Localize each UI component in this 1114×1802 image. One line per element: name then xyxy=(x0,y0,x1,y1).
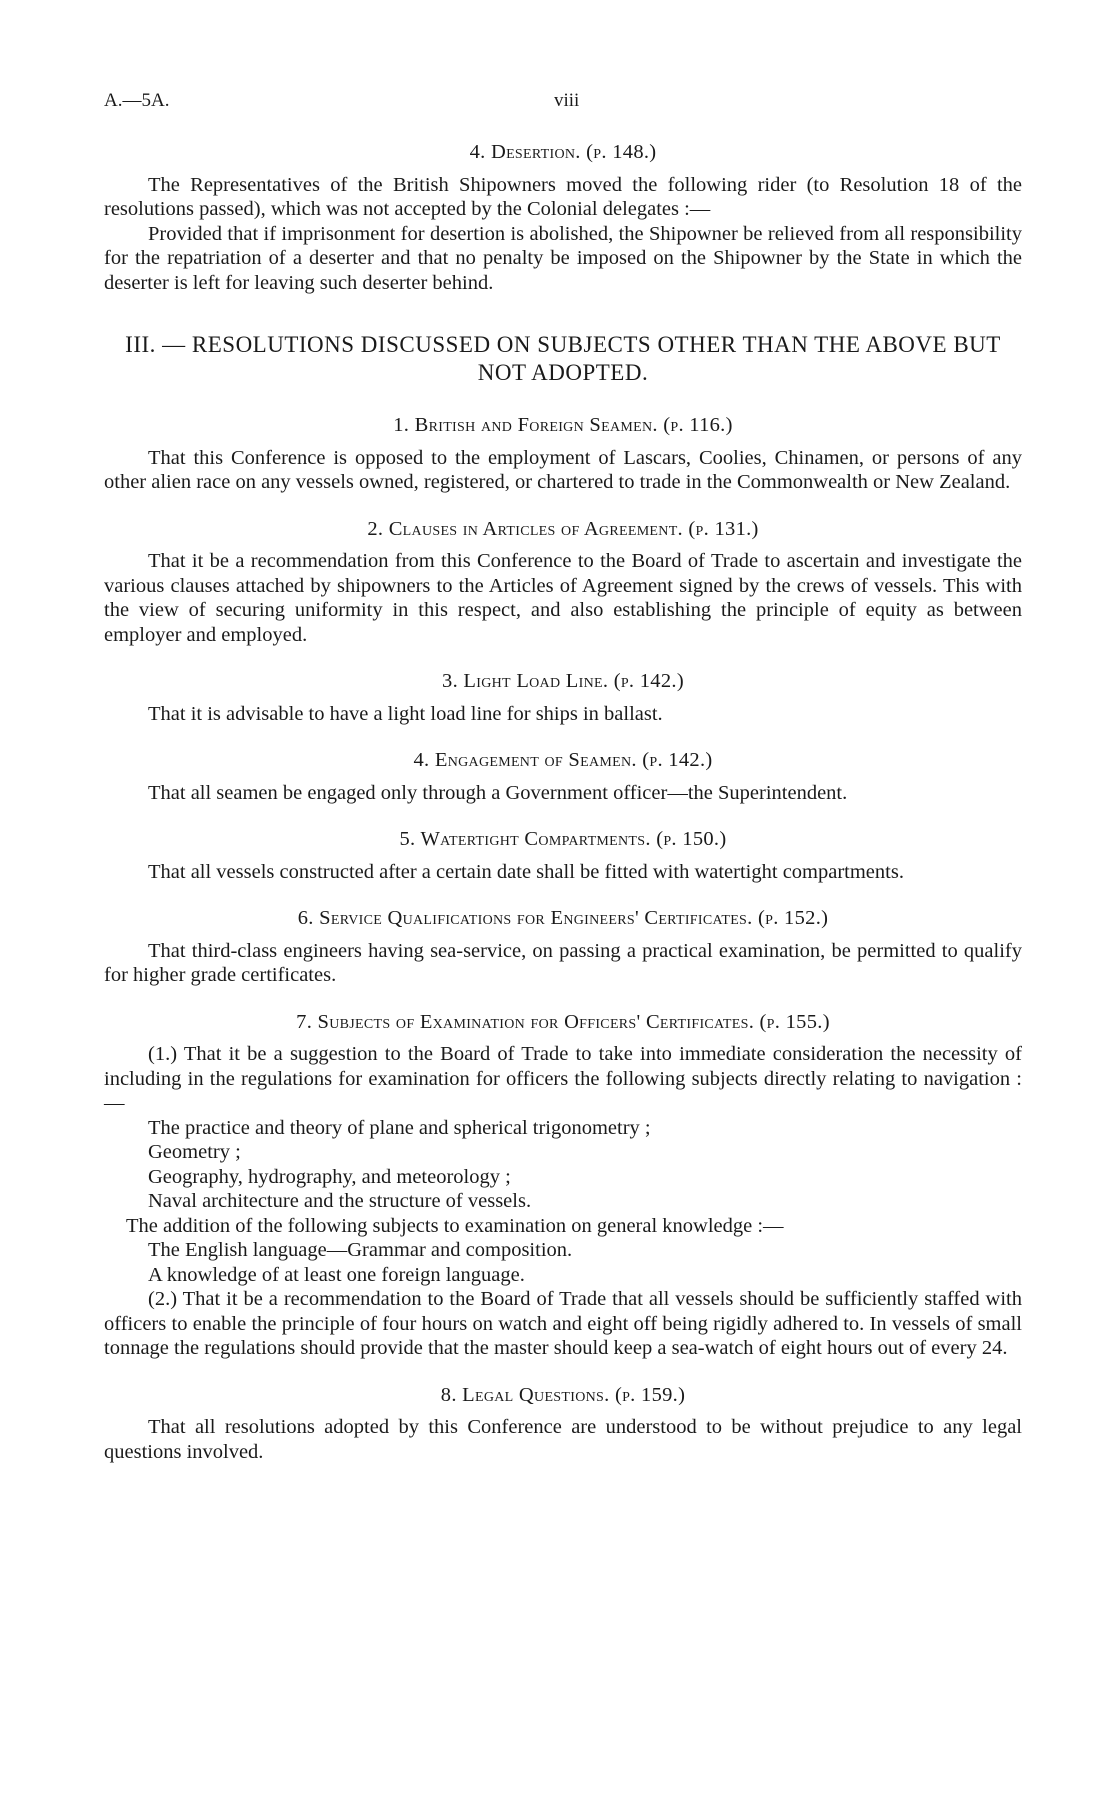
section-heading: 7. Subjects of Examination for Officers' Certificates. (p. 155.) xyxy=(296,1010,830,1033)
section-heading: 4. Desertion. (p. 148.) xyxy=(469,141,657,163)
paragraph: That third-class engineers having sea-service, on passing a practical examination, be permitted to qualify for higher grade certificates. xyxy=(104,939,1022,986)
list-item: Geography, hydrography, and meteorology ; xyxy=(148,1165,511,1188)
section-engagement-seamen xyxy=(104,748,1022,805)
list-item: Geometry ; xyxy=(148,1141,241,1163)
paragraph: That all vessels constructed after a certain date shall be fitted with watertight compartments. xyxy=(148,860,904,883)
running-header xyxy=(104,90,1022,116)
section-heading: 6. Service Qualifications for Engineers' Certificates. (p. 152.) xyxy=(297,907,829,929)
page-body xyxy=(104,140,1022,1486)
section-heading: 1. British and Foreign Seamen. (p. 116.) xyxy=(393,414,733,436)
paragraph: The addition of the following subjects to examination on general knowledge :— xyxy=(126,1214,784,1237)
paragraph: (2.) That it be a recommendation to the Board of Trade that all vessels should be sufficiently staffed with officers to enable the principle of four hours on watch and eight off being rigidly adhered to. In vessels of small tonnage the regulations should provide that the master should keep a sea-watch of eight hours out of every 24. xyxy=(104,1288,1022,1359)
list-item: The practice and theory of plane and spherical trigonometry ; xyxy=(148,1116,651,1139)
section-officers-examination xyxy=(104,1010,1022,1361)
paragraph: That it be a recommendation from this Conference to the Board of Trade to ascertain and investigate the various clauses attached by shipowners to the Articles of Agreement signed by the crews of vessels. This with the view of securing uniformity in this respect, and also establishing the principle of equity as between employer and employed. xyxy=(104,550,1022,646)
paragraph: That all seamen be engaged only through a Government officer—the Superintendent. xyxy=(148,781,848,804)
section-engineers-certificates xyxy=(104,906,1022,988)
part-heading: III. — RESOLUTIONS DISCUSSED ON SUBJECTS OTHER THAN THE ABOVE BUT NOT ADOPTED. xyxy=(125,332,1001,385)
navigation-subjects-list xyxy=(104,1116,1022,1214)
section-heading: 3. Light Load Line. (p. 142.) xyxy=(442,670,684,692)
paragraph: That this Conference is opposed to the employment of Lascars, Coolies, Chinamen, or persons of any other alien race on any vessels owned, registered, or chartered to trade in the Commonwealth or New Zealand. xyxy=(104,446,1022,493)
general-subjects-list xyxy=(104,1238,1022,1287)
list-item: The English language—Grammar and composition. xyxy=(148,1239,573,1261)
section-british-foreign-seamen xyxy=(104,413,1022,495)
section-clauses-articles xyxy=(104,517,1022,648)
page-number: viii xyxy=(554,90,580,111)
paragraph: That it is advisable to have a light load line for ships in ballast. xyxy=(148,702,663,725)
document-reference: A.—5A. xyxy=(104,90,170,111)
paragraph: (1.) That it be a suggestion to the Board of Trade to take into immediate consideration the necessity of including in the regulations for examination for officers the following subjects directly relating to navigation :— xyxy=(104,1043,1022,1114)
rider-paragraph: Provided that if imprisonment for desertion is abolished, the Shipowner be relieved from all responsibility for the repatriation of a deserter and that no penalty be imposed on the Shipowner by the State in which the deserter is left for leaving such deserter behind. xyxy=(104,222,1022,294)
section-heading: 4. Engagement of Seamen. (p. 142.) xyxy=(413,749,713,771)
section-heading: 5. Watertight Compartments. (p. 150.) xyxy=(399,828,727,850)
paragraph: The Representatives of the British Shipowners moved the following rider (to Resolution 18 of the resolutions passed), which was not accepted by the Colonial delegates :— xyxy=(104,173,1022,220)
section-watertight-compartments xyxy=(104,827,1022,884)
section-light-load-line xyxy=(104,669,1022,726)
section-legal-questions xyxy=(104,1383,1022,1465)
section-desertion xyxy=(104,140,1022,295)
paragraph: That all resolutions adopted by this Conference are understood to be without prejudice to any legal questions involved. xyxy=(104,1416,1022,1463)
list-item: A knowledge of at least one foreign language. xyxy=(148,1263,525,1286)
section-heading: 2. Clauses in Articles of Agreement. (p. 131.) xyxy=(367,517,759,540)
section-heading: 8. Legal Questions. (p. 159.) xyxy=(440,1383,686,1406)
list-item: Naval architecture and the structure of vessels. xyxy=(148,1190,532,1212)
